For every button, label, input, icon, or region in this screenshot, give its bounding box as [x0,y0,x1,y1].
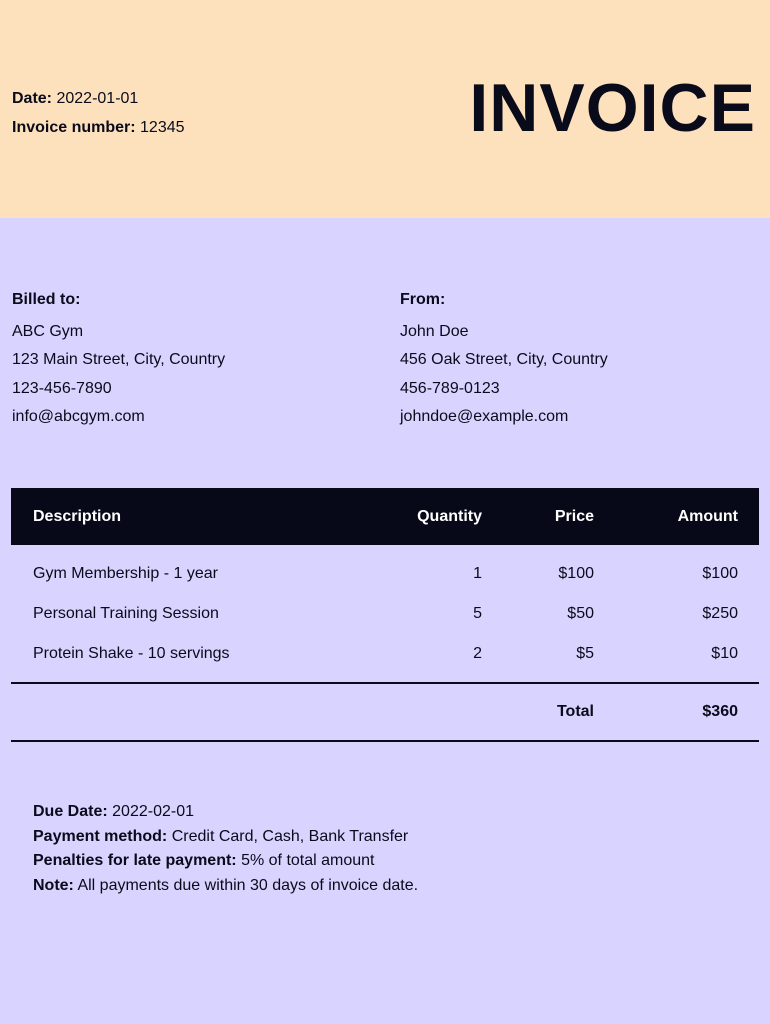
invoice-meta [12,84,185,142]
payment-method-value: Credit Card, Cash, Bank Transfer [171,827,409,845]
table-header [11,488,759,545]
billed-to-block [12,286,225,432]
total-row [11,692,759,732]
row-description: Personal Training Session [33,605,219,622]
table-row [11,554,759,594]
due-date-line [33,800,418,825]
billed-to-email: info@abcgym.com [12,408,145,425]
table-row [11,634,759,674]
due-date-label: Due Date: [33,803,108,820]
table-body [11,554,759,674]
from-email: johndoe@example.com [400,408,569,425]
row-description: Protein Shake - 10 servings [33,645,230,662]
invoice-number-label: Invoice number: [12,119,136,136]
row-amount: $250 [702,605,738,622]
payment-method-line [33,825,418,850]
from-name: John Doe [400,322,469,340]
from-address: 456 Oak Street, City, Country [400,351,608,368]
header-description: Description [33,508,122,525]
note-value: All payments due within 30 days of invoice date. [77,876,419,894]
date-line [12,84,185,113]
total-label: Total [556,703,594,720]
from-label: From: [400,291,446,308]
payment-notes [33,800,418,898]
row-price: $5 [576,645,594,662]
page-title: INVOICE [469,70,756,146]
billed-to-label: Billed to: [12,291,81,308]
header-amount: Amount [677,508,738,525]
from-phone: 456-789-0123 [400,379,500,397]
invoice-header [0,0,770,218]
billed-to-name: ABC Gym [12,322,84,340]
total-top-divider [11,682,759,684]
row-price: $50 [567,605,594,622]
note-label: Note: [33,876,74,894]
row-description: Gym Membership - 1 year [33,565,218,582]
invoice-number-value: 12345 [140,119,185,136]
note-line [33,874,418,899]
row-amount: $100 [702,565,738,582]
row-amount: $10 [711,645,738,662]
row-quantity: 1 [473,565,482,582]
row-price: $100 [558,565,594,582]
penalties-value: 5% of total amount [241,852,375,869]
invoice-number-line [12,113,185,142]
table-row [11,594,759,634]
from-block [400,286,608,432]
row-quantity: 2 [473,645,482,662]
total-value: $360 [702,703,738,720]
billed-to-phone: 123-456-7890 [12,379,112,397]
date-label: Date: [12,90,53,107]
row-quantity: 5 [473,605,482,622]
billed-to-address: 123 Main Street, City, Country [12,351,226,368]
header-price: Price [554,508,594,525]
date-value: 2022-01-01 [56,90,139,107]
due-date-value: 2022-02-01 [112,803,194,820]
header-quantity: Quantity [417,508,482,525]
payment-method-label: Payment method: [33,827,168,845]
penalties-line [33,849,418,874]
total-bottom-divider [11,740,759,742]
penalties-label: Penalties for late payment: [33,852,237,869]
